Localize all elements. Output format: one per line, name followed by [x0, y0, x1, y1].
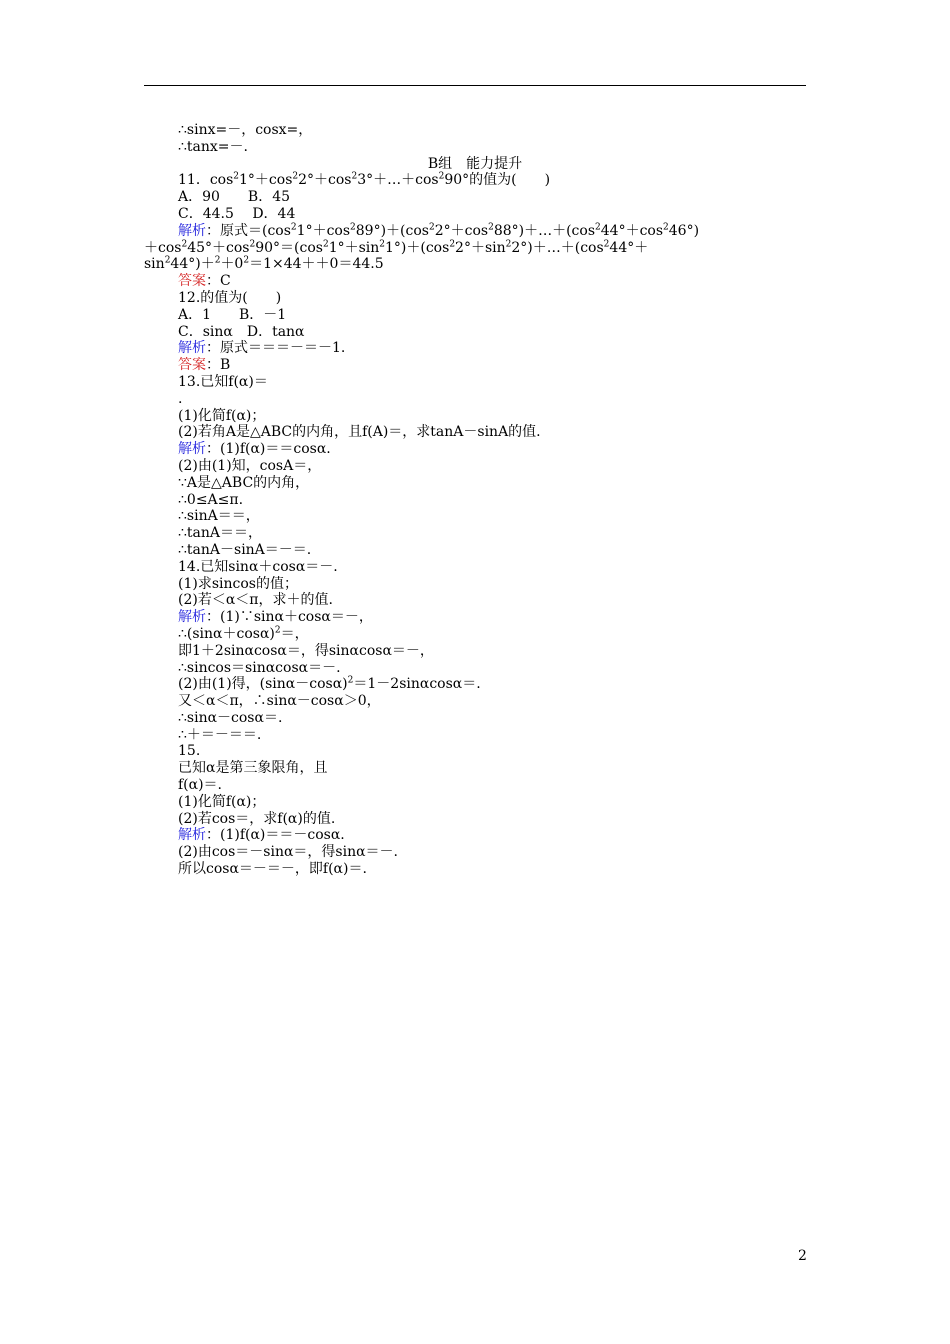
q13-stem: 13.已知f(α)＝: [178, 373, 268, 390]
page-content: [144, 122, 806, 878]
q14-part2: (2)若＜α＜π，求＋的值.: [178, 592, 333, 609]
q13-step-1: (2)由(1)知，cosA＝，: [178, 457, 322, 474]
q12-options-ab: A．1 B．－1: [178, 306, 287, 323]
q13-solution: 解析：(1)f(α)＝＝cosα.: [178, 441, 331, 458]
q13-step-3: ∴0≤A≤π.: [178, 491, 244, 508]
q11-answer: 答案：C: [178, 273, 231, 290]
q13-part1: (1)化简f(α)；: [178, 407, 266, 424]
solution-label: 解析: [178, 340, 206, 357]
q12-answer: 答案：B: [178, 357, 231, 374]
q12-stem: 12.的值为( ): [178, 289, 282, 306]
line-1: ∴sinx=－，cosx=，: [178, 122, 313, 138]
q11-options-ab: A．90 B．45: [178, 189, 291, 206]
q14-solution: 解析：(1)∵sinα＋cosα＝－，: [178, 609, 373, 626]
q13-step-5: ∴tanA＝＝，: [178, 525, 263, 542]
q14-part1: (1)求sincos的值；: [178, 575, 298, 592]
q14-step-2: 即1＋2sinαcosα＝，得sinαcosα＝－，: [178, 642, 434, 659]
q13-stem-cont: .: [178, 390, 183, 407]
q14-step-4: (2)由(1)得，$(\sin\alpha-\cos\alpha)^2=1-2\sin\alpha\cos\alpha=$.: [178, 675, 481, 693]
header-rule: [144, 85, 806, 86]
q15-step-2: 所以cosα＝－＝－，即f(α)＝.: [178, 861, 367, 878]
answer-label: 答案: [178, 273, 206, 290]
q15-step-1: (2)由cos＝－sinα＝，得sinα＝－.: [178, 844, 399, 861]
answer-label: 答案: [178, 357, 206, 374]
q14-step-1: $\therefore(\sin\alpha+\cos\alpha)^2=$，: [178, 625, 309, 642]
q12-options-cd: C．sinα D．tanα: [178, 323, 305, 340]
section-title: B组 能力提升: [427, 155, 523, 172]
q15-solution: 解析：(1)f(α)＝＝－cosα.: [178, 827, 345, 844]
q14-step-7: ∴＋＝－＝＝.: [178, 726, 262, 743]
q14-stem: 14.已知sinα＋cosα＝－.: [178, 558, 338, 575]
solution-label: 解析: [178, 609, 206, 626]
q14-step-3: ∴sincos＝sinαcosα＝－.: [178, 659, 341, 676]
q14-step-6: ∴sinα－cosα＝.: [178, 709, 283, 726]
page-number: 2: [798, 1248, 807, 1264]
q11-options-cd: C．44.5 D．44: [178, 205, 296, 222]
solution-label: 解析: [178, 827, 206, 844]
q11-solution-line2: $+\cos^245^\circ+\cos^290^\circ=(\cos^21^\circ+\sin^21^\circ)+(\cos^22^\circ+\sin^22^\circ)+\dots+(\cos^244^\circ+$: [144, 238, 649, 256]
q13-step-6: ∴tanA－sinA＝－＝.: [178, 541, 312, 558]
solution-label: 解析: [178, 441, 206, 458]
q13-step-2: ∵A是△ABC的内角，: [178, 474, 310, 491]
q15-stem: 已知α是第三象限角，且: [178, 760, 328, 777]
q11-solution-line3: $\sin^244^\circ)+^2+0^2=1\times 44++0=44.5$: [144, 255, 384, 273]
q15-number: 15.: [178, 743, 201, 760]
solution-label: 解析: [178, 222, 206, 239]
q11-solution-line1: 解析：原式$=(\cos^21^\circ+\cos^289^\circ)+(\cos^22^\circ+\cos^288^\circ)+\dots+(\cos^244^\circ+\cos^246^\circ)$: [178, 222, 700, 239]
q12-solution: 解析：原式＝＝＝－＝－1.: [178, 340, 346, 357]
q14-step-5: 又＜α＜π，∴sinα－cosα＞0，: [178, 693, 381, 710]
q15-part2: (2)若cos＝，求f(α)的值.: [178, 810, 336, 827]
line-2: ∴tanx=－.: [178, 138, 248, 155]
q11-stem: 11．$\cos^21^\circ+\cos^22^\circ+\cos^23^\circ+\dots+\cos^290^\circ$的值为( ): [178, 171, 551, 189]
q15-part1: (1)化简f(α)；: [178, 793, 266, 810]
q13-step-4: ∴sinA＝＝，: [178, 508, 260, 525]
q13-part2: (2)若角A是△ABC的内角，且f(A)＝，求tanA－sinA的值.: [178, 424, 541, 441]
q15-stem-cont: f(α)＝.: [178, 777, 223, 794]
